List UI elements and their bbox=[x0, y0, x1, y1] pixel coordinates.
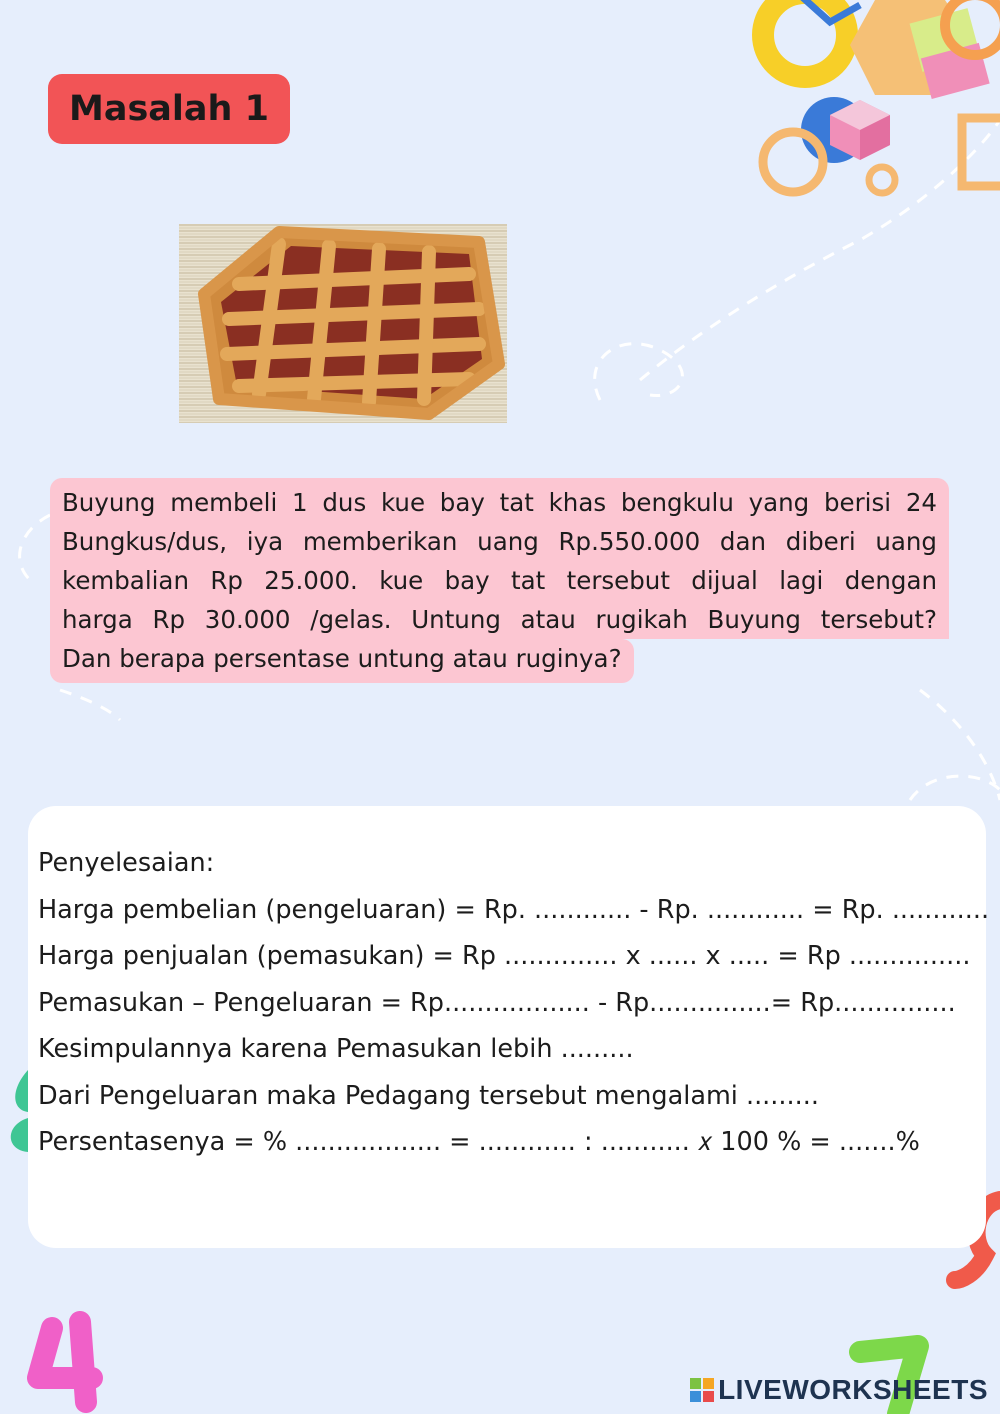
problem-line: harga Rp 30.000 /gelas. Untung atau rugikah Buyung tersebut? bbox=[50, 600, 949, 639]
problem-line: Buyung membeli 1 dus kue bay tat khas bengkulu yang berisi 24 bbox=[50, 478, 949, 522]
problem-title: Masalah 1 bbox=[69, 89, 269, 129]
solution-line-conclusion[interactable]: Kesimpulannya karena Pemasukan lebih ......... bbox=[38, 1034, 634, 1064]
solution-line-sales[interactable]: Harga penjualan (pemasukan) = Rp .............. x ...... x ..... = Rp ............... bbox=[38, 941, 971, 971]
solution-line-difference[interactable]: Pemasukan – Pengeluaran = Rp.................. - Rp...............= Rp............... bbox=[38, 987, 956, 1018]
solution-line-result[interactable]: Dari Pengeluaran maka Pedagang tersebut mengalami ......... bbox=[38, 1080, 819, 1111]
bay-tat-pie-photo bbox=[179, 224, 507, 423]
problem-line: Bungkus/dus, iya memberikan uang Rp.550.000 dan diberi uang bbox=[50, 522, 949, 561]
solution-line-percentage[interactable]: Persentasenya = % .................. = ............ : ........... 𝑥 100 % = .......% bbox=[38, 1127, 920, 1157]
solution-heading: Penyelesaian: bbox=[38, 848, 215, 878]
solution-line-purchase[interactable]: Harga pembelian (pengeluaran) = Rp. ............ - Rp. ............ = Rp. ............ bbox=[38, 894, 990, 925]
liveworksheets-logo-icon bbox=[690, 1378, 714, 1402]
problem-title-badge bbox=[48, 74, 290, 144]
problem-line: Dan berapa persentase untung atau ruginya? bbox=[50, 639, 634, 683]
brand-name: LIVEWORKSHEETS bbox=[718, 1374, 988, 1405]
liveworksheets-logo[interactable] bbox=[690, 1372, 988, 1408]
problem-statement bbox=[50, 478, 949, 683]
solution-lines bbox=[38, 840, 990, 1166]
solution-card bbox=[28, 806, 990, 1248]
problem-line: kembalian Rp 25.000. kue bay tat tersebut dijual lagi dengan bbox=[50, 561, 949, 600]
